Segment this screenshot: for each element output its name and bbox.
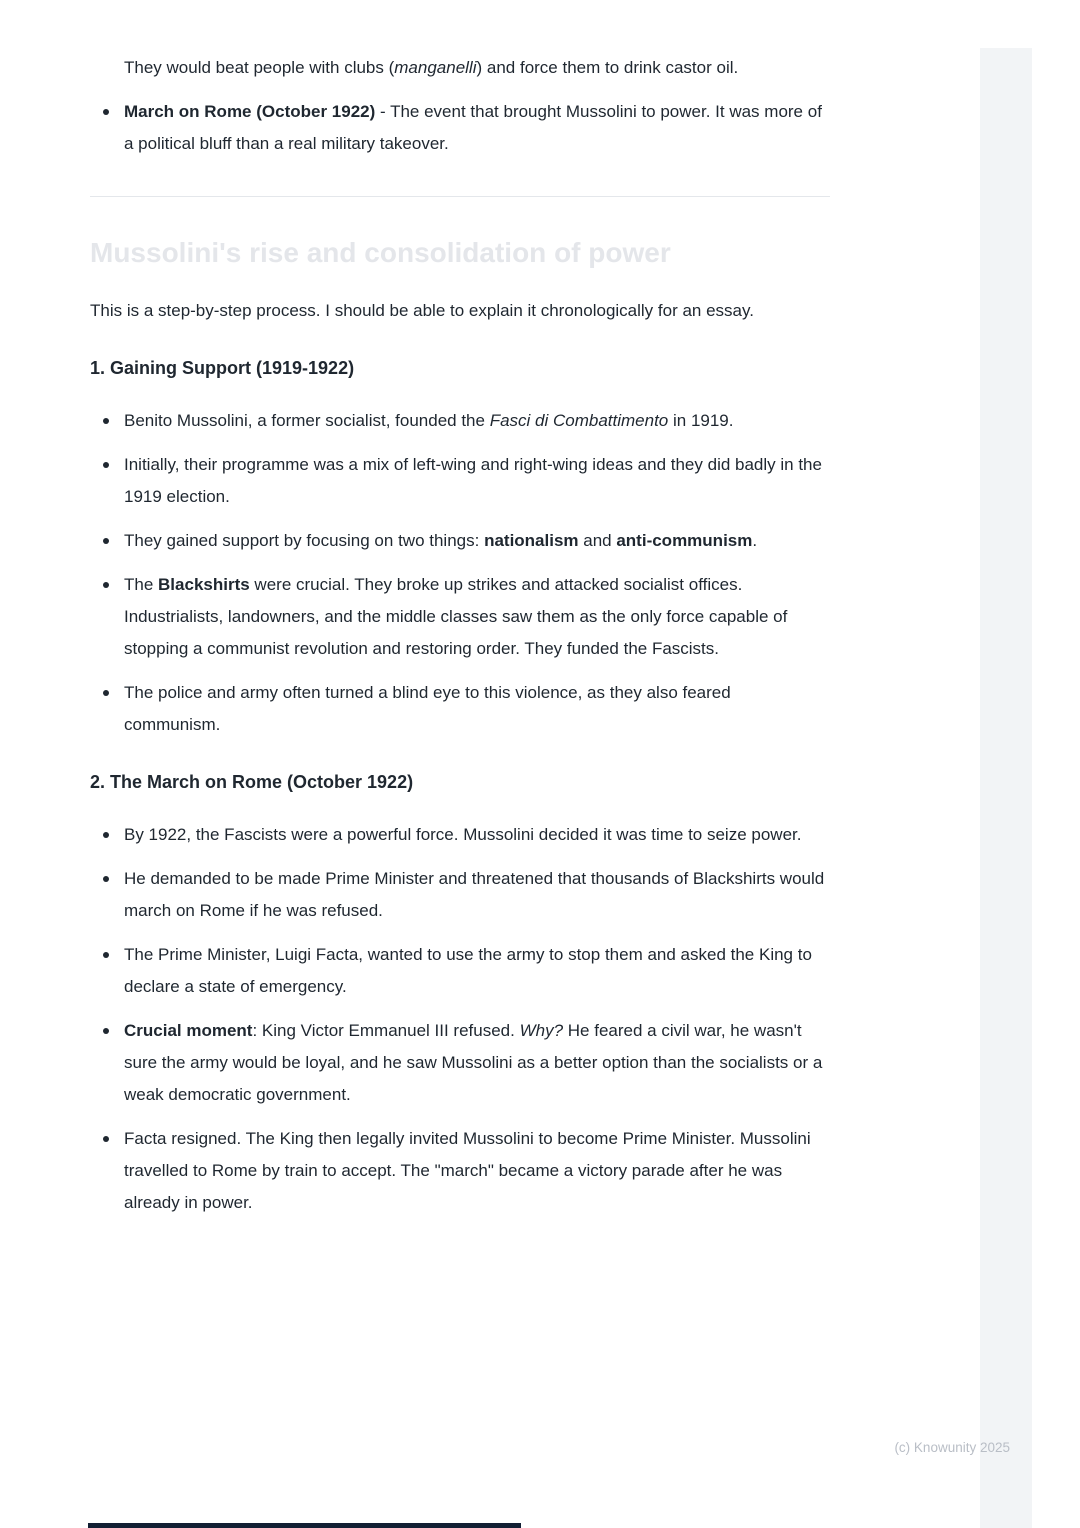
- bullet-item: March on Rome (October 1922) - The event that brought Mussolini to power. It was more of a political bluff than a real military takeover.: [124, 96, 830, 160]
- document-page: [90, 52, 830, 1247]
- bullet-item: The Blackshirts were crucial. They broke up strikes and attacked socialist offices. Industrialists, landowners, and the middle classes saw them as the only force capable of stopping a communist revolution and restoring order. They funded the Fascists.: [124, 569, 830, 665]
- bullet-item: They gained support by focusing on two things: nationalism and anti-communism.: [124, 525, 830, 557]
- top-bullet-list: [90, 96, 830, 160]
- section-1-subtitle: 1. Gaining Support (1919-1922): [90, 358, 355, 378]
- section-2-bullet-list: [90, 819, 830, 1219]
- section-divider: [90, 196, 830, 197]
- page-heading: Mussolini's rise and consolidation of power: [90, 237, 671, 268]
- section-2-subtitle: 2. The March on Rome (October 1922): [90, 772, 414, 792]
- bullet-item: The Prime Minister, Luigi Facta, wanted to use the army to stop them and asked the King to declare a state of emergency.: [124, 939, 830, 1003]
- scrollbar-track[interactable]: [980, 48, 1032, 1528]
- bullet-item: By 1922, the Fascists were a powerful force. Mussolini decided it was time to seize power.: [124, 819, 830, 851]
- section-1-bullet-list: [90, 405, 830, 741]
- bullet-item: He demanded to be made Prime Minister and threatened that thousands of Blackshirts would march on Rome if he was refused.: [124, 863, 830, 927]
- bullet-item: Facta resigned. The King then legally invited Mussolini to become Prime Minister. Mussolini travelled to Rome by train to accept. The "march" became a victory parade after he was already in power.: [124, 1123, 830, 1219]
- intro-paragraph: This is a step-by-step process. I should be able to explain it chronologically for an essay.: [90, 301, 754, 320]
- horizontal-scrollbar-thumb[interactable]: [88, 1523, 521, 1528]
- bullet-item: Crucial moment: King Victor Emmanuel III refused. Why? He feared a civil war, he wasn't sure the army would be loyal, and he saw Mussolini as a better option than the socialists or a weak democratic government.: [124, 1015, 830, 1111]
- copyright-watermark: (c) Knowunity 2025: [894, 1440, 1010, 1455]
- bullet-item: The police and army often turned a blind eye to this violence, as they also feared communism.: [124, 677, 830, 741]
- bullet-item: Benito Mussolini, a former socialist, founded the Fasci di Combattimento in 1919.: [124, 405, 830, 437]
- bullet-item: Initially, their programme was a mix of left-wing and right-wing ideas and they did badly in the 1919 election.: [124, 449, 830, 513]
- bullet-continuation-text: They would beat people with clubs (manganelli) and force them to drink castor oil.: [124, 58, 739, 77]
